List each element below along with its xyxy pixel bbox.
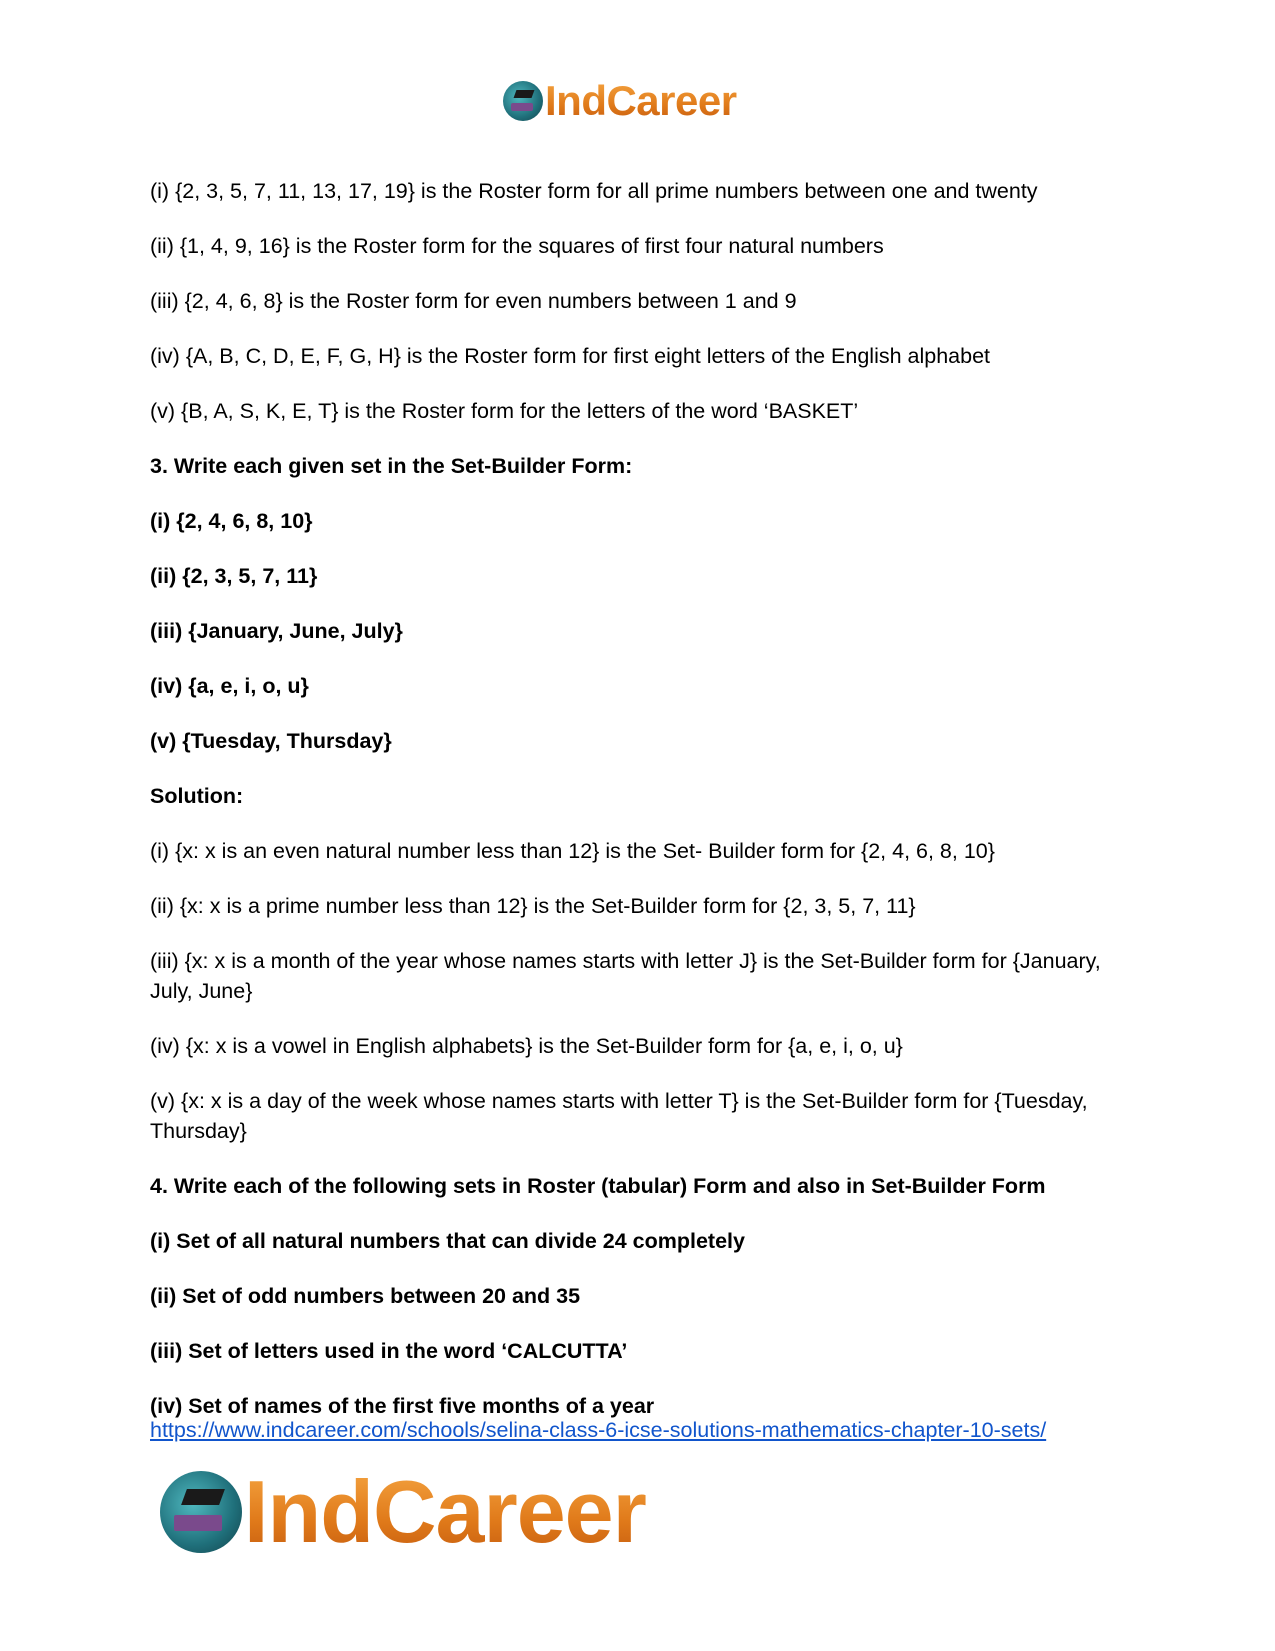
question-line: (v) {Tuesday, Thursday}: [150, 729, 392, 753]
footer-logo-text: IndCareer: [244, 1462, 646, 1561]
question-line: (iv) {a, e, i, o, u}: [150, 674, 309, 698]
header-logo-text: IndCareer: [545, 77, 737, 124]
graduation-cap-book-globe-icon: [503, 81, 543, 121]
question-line: (i) Set of all natural numbers that can divide 24 completely: [150, 1229, 745, 1253]
source-link[interactable]: https://www.indcareer.com/schools/selina-class-6-icse-solutions-mathematics-chapter-10-sets/: [150, 1418, 1047, 1442]
question-line: 4. Write each of the following sets in Roster (tabular) Form and also in Set-Builder Form: [150, 1174, 1046, 1198]
answer-line: (v) {B, A, S, K, E, T} is the Roster form for the letters of the word ‘BASKET’: [150, 399, 859, 423]
footer-logo: [160, 1462, 646, 1561]
question-line: 3. Write each given set in the Set-Builder Form:: [150, 454, 633, 478]
graduation-cap-book-globe-icon: [160, 1471, 242, 1553]
answer-line: (iii) {2, 4, 6, 8} is the Roster form for even numbers between 1 and 9: [150, 289, 797, 313]
answer-line: (ii) {1, 4, 9, 16} is the Roster form for the squares of first four natural numbers: [150, 234, 884, 258]
question-line: Solution:: [150, 784, 244, 808]
answer-line: (v) {x: x is a day of the week whose names starts with letter T} is the Set-Builder form for {Tuesday, Thursday}: [150, 1089, 1088, 1143]
answer-line: (ii) {x: x is a prime number less than 12} is the Set-Builder form for {2, 3, 5, 7, 11}: [150, 894, 916, 918]
question-line: (i) {2, 4, 6, 8, 10}: [150, 509, 313, 533]
answer-line: (iv) {A, B, C, D, E, F, G, H} is the Roster form for first eight letters of the English alphabet: [150, 344, 991, 368]
answer-line: (iv) {x: x is a vowel in English alphabets} is the Set-Builder form for {a, e, i, o, u}: [150, 1034, 903, 1058]
answer-line: (i) {2, 3, 5, 7, 11, 13, 17, 19} is the Roster form for all prime numbers between one and twenty: [150, 179, 1038, 203]
question-line: (ii) Set of odd numbers between 20 and 35: [150, 1284, 581, 1308]
header-logo: [503, 77, 737, 124]
question-line: (iii) Set of letters used in the word ‘CALCUTTA’: [150, 1339, 628, 1363]
answer-line: (iii) {x: x is a month of the year whose names starts with letter J} is the Set-Builder form for {January, July, June}: [150, 949, 1101, 1003]
document-body: [150, 176, 1110, 1446]
question-line: (ii) {2, 3, 5, 7, 11}: [150, 564, 318, 588]
question-line: (iii) {January, June, July}: [150, 619, 403, 643]
question-line: (iv) Set of names of the first five months of a year: [150, 1394, 655, 1418]
answer-line: (i) {x: x is an even natural number less than 12} is the Set- Builder form for {2, 4, 6, 8, 10}: [150, 839, 995, 863]
